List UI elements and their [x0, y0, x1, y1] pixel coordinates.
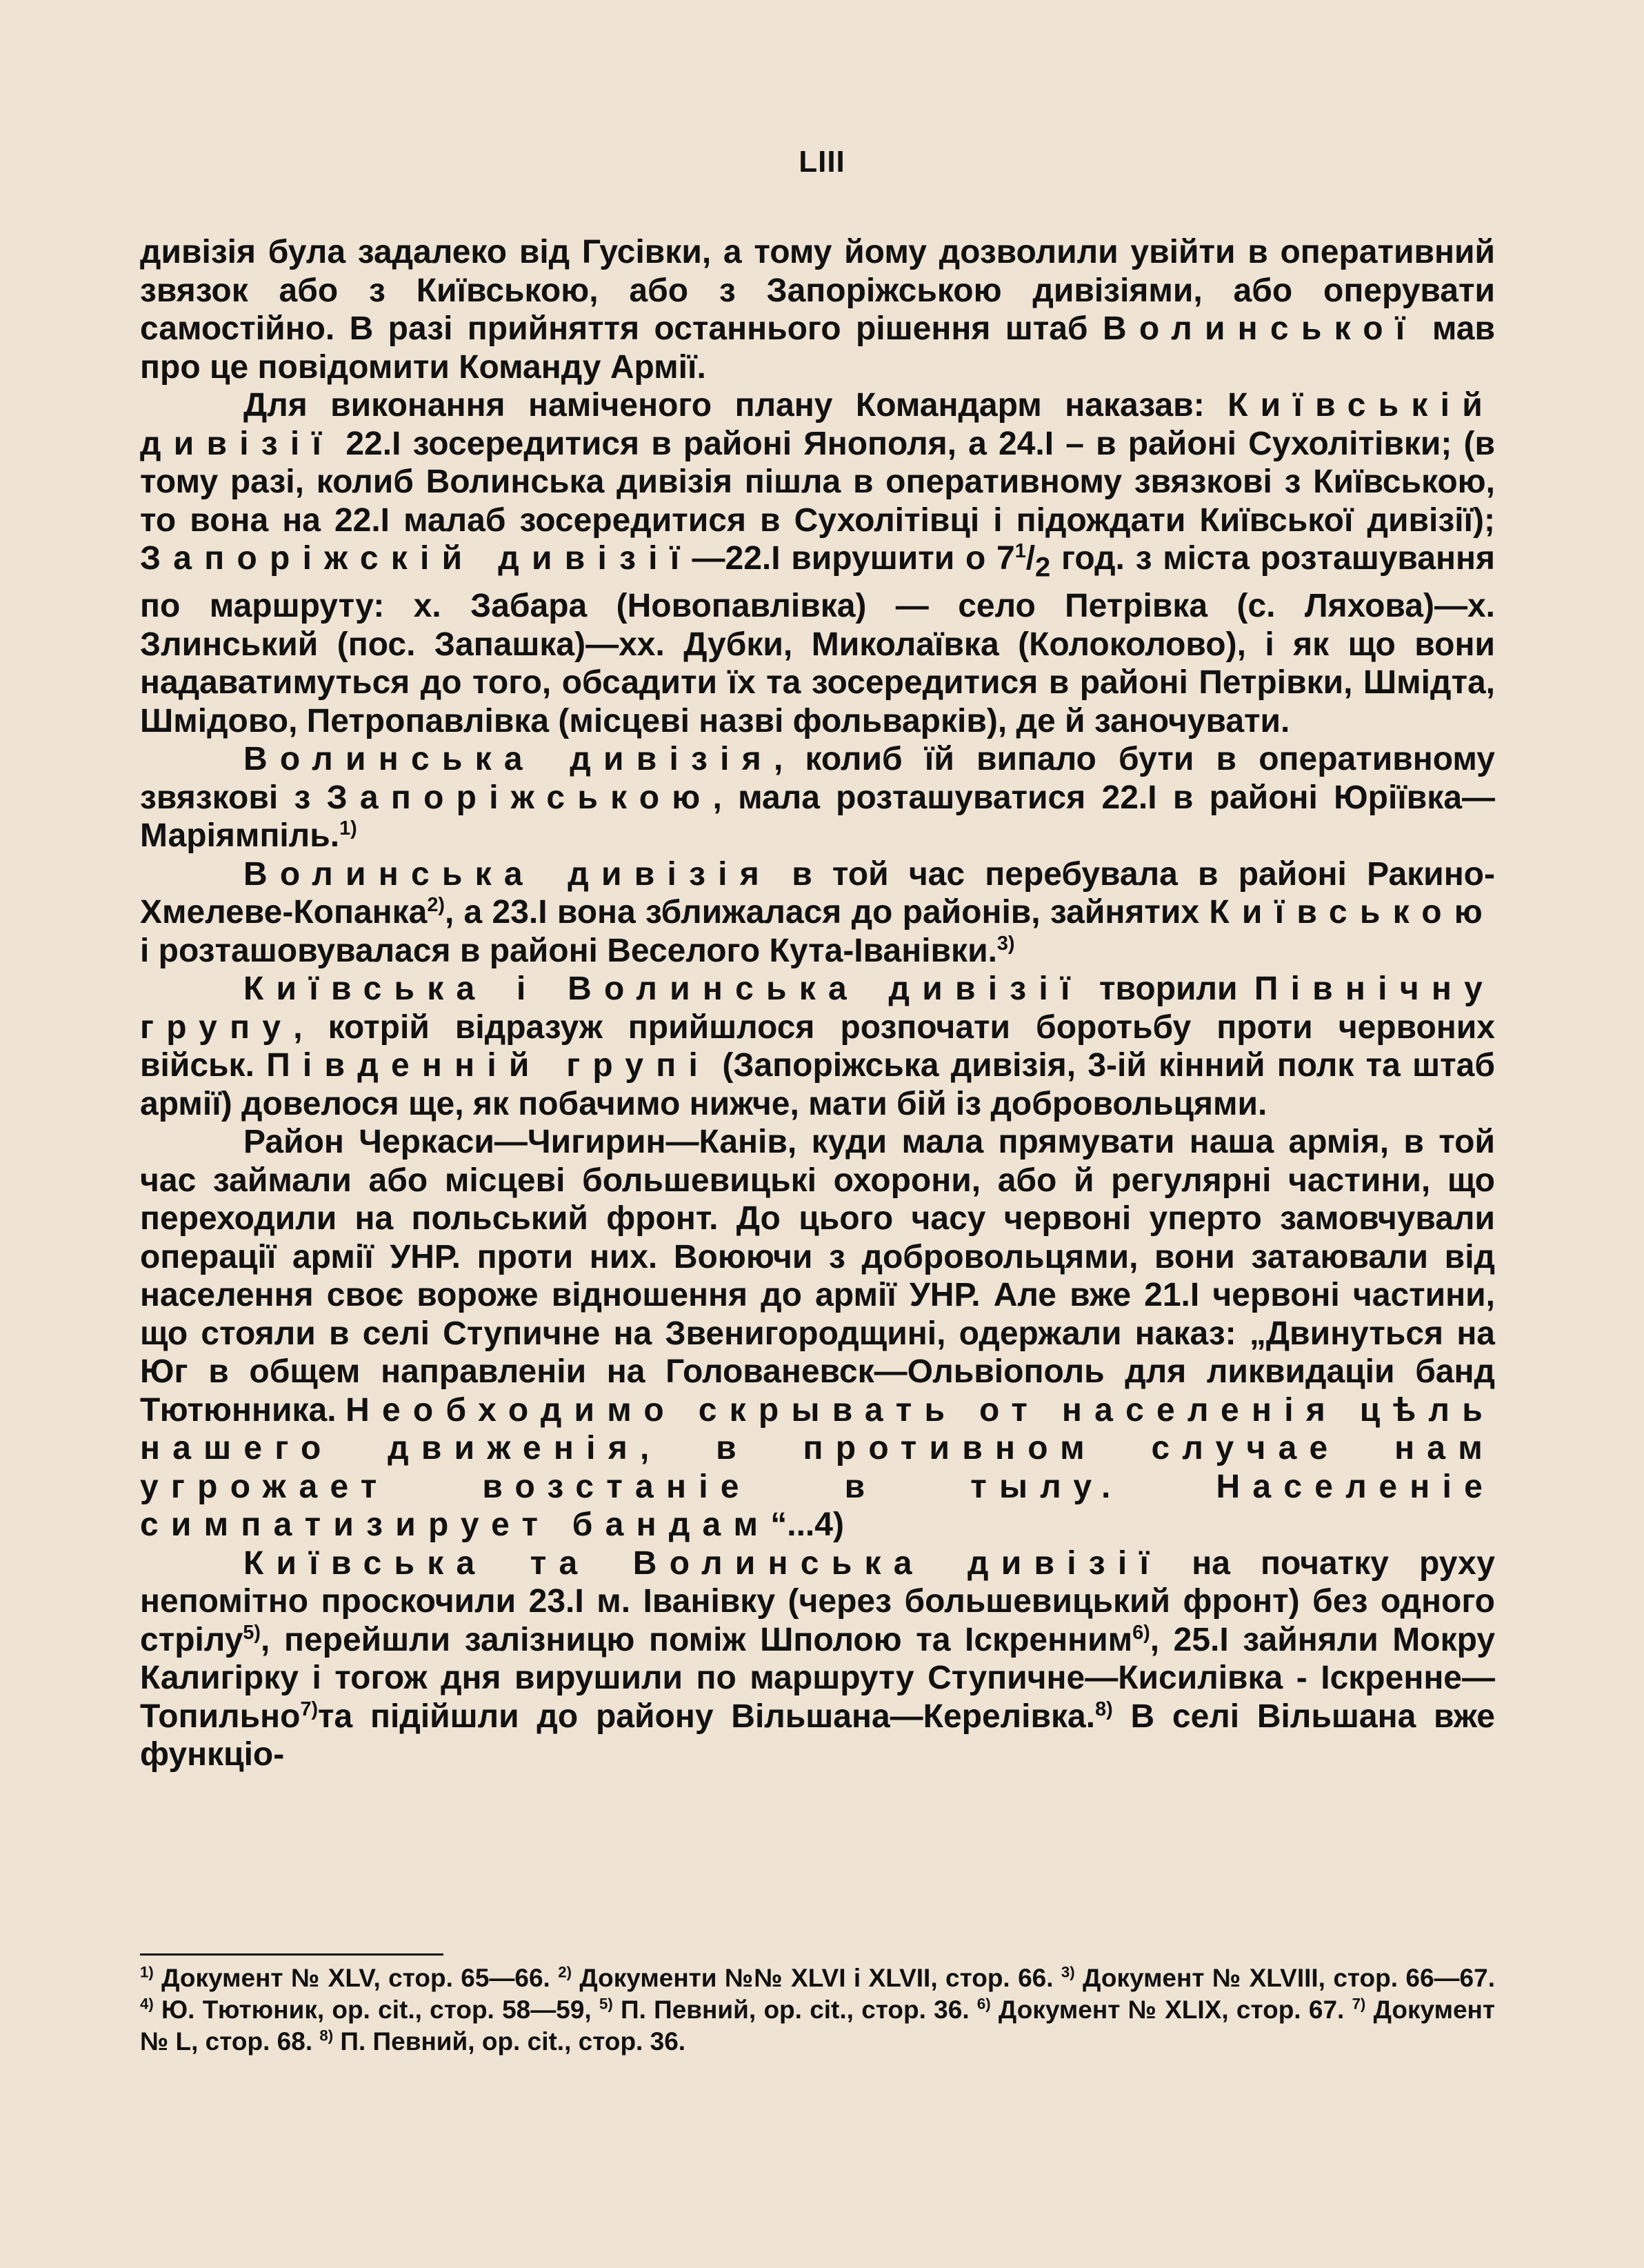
- footnote: [319, 2027, 685, 2056]
- text-run: В селі Вільшана вже функціо-: [140, 1698, 1495, 1773]
- text-run: на початку руху непомітно проскочили 23.I м. Іванівку (через большевицький фронт) без одного стрілу: [140, 1544, 1495, 1658]
- paragraph: [140, 1544, 1495, 1774]
- text-run: , котрій відразуж прийшлося розпочати боротьбу проти червоних військ.: [140, 1008, 1495, 1084]
- footnote-ref: 1): [339, 817, 357, 840]
- footnote-divider: [140, 1953, 443, 1956]
- spaced-emphasis: Волинська дивізія: [243, 855, 772, 893]
- text-run: , 25.I зайняли Мокру Калигірку і тогож дня вирушили по маршруту Ступичне—Кисилівка - Іскренне—Топильно: [140, 1621, 1496, 1735]
- footnote-text: Документ № XLVIII, стор. 66—67.: [1074, 1964, 1495, 1992]
- footnote-ref: 5): [243, 1621, 261, 1644]
- spaced-emphasis: Північну групу: [140, 971, 1496, 1046]
- footnote-number: 3): [1061, 1963, 1075, 1981]
- page-number: LIII: [799, 145, 845, 179]
- footnote-text: П. Певний, op. cit., стор. 36.: [612, 1996, 970, 2024]
- footnote: [977, 1996, 1344, 2024]
- footnote-text: П. Певний, op. cit., стор. 36.: [333, 2027, 686, 2056]
- footnote-text: Документ № XLV, стор. 65—66.: [153, 1964, 550, 1992]
- text-run: Для виконання наміченого плану Командарм наказав:: [243, 387, 1228, 424]
- paragraph: [140, 386, 1495, 740]
- spaced-emphasis: Київській дивізії: [140, 387, 1495, 462]
- text-run: і розташовувалася в районі Веселого Кута-Іванівки.: [140, 932, 997, 969]
- text-run: год. з міста розташування по маршруту: х. Забара (Новопавлівка) — село Петрівка (с. Ляхова)—х. Злинський (пос. Запашка)—хх. Дубки, Миколаївка (Колоколово), і як що вони надаватимуться до того, обсадити їх та зосередитися в районі Петрівки, Шмідта, Шмідово, Петропавлівка (місцеві назві фольварків), де й заночувати.: [140, 540, 1495, 739]
- paragraph: [140, 1123, 1495, 1544]
- footnote: [140, 1964, 550, 1992]
- spaced-emphasis: Південній групі: [266, 1047, 711, 1084]
- footnote-number: 5): [599, 1995, 613, 2013]
- footnote: [599, 1996, 970, 2024]
- text-run: , перейшли залізницю поміж Шполою та Іскренним: [261, 1621, 1133, 1658]
- footnote: [558, 1964, 1053, 1992]
- footnotes: [140, 1962, 1495, 2058]
- text-run: , колиб їй випало бути в оперативному звязкові з: [140, 741, 1495, 816]
- text-run: 22.I зосередитися в районі Янополя, а 24.I – в районі Сухолітівки; (в тому разі, колиб Волинська дивізія пішла в оперативному звязкові з Київською, то вона на 22.I малаб зосередитися в Сухолітівці і підождати Київської дивізії);: [140, 425, 1495, 539]
- footnote-number: 8): [319, 2027, 334, 2045]
- main-text: [140, 233, 1495, 1774]
- footnote-number: 6): [976, 1995, 991, 2013]
- footnote-text: Документ № L, стор. 68.: [140, 1996, 1496, 2056]
- text-run: Район Черкаси—Чигирин—Канів, куди мала прямувати наша армія, в той час займали або місцеві большевицькі охорони, або й регулярні частини, що переходили на польський фронт. До цього часу червоні уперто замовчували операції армії УНР. проти них. Воюючи з добровольцями, вони затаювали від населення своє вороже відношення до армії УНР. Але вже 21.I червоні частини, що стояли в селі Ступичне на Звенигородщині, одержали наказ: „Двинуться на Юг в общем направленіи на Голованевск—Ольвіополь для ликвидаціи банд Тютюнника.: [140, 1124, 1495, 1429]
- text-run: —22.I вирушити о 7: [692, 540, 1015, 577]
- text-run: , а 23.I вона зближалася до районів, зайнятих: [444, 894, 1210, 931]
- footnote-number: 7): [1352, 1995, 1366, 2013]
- spaced-emphasis: Запоріжською: [326, 779, 713, 816]
- footnote-text: Документи №№ XLVI і XLVII, стор. 66.: [571, 1964, 1054, 1992]
- footnote-ref: 6): [1132, 1621, 1150, 1644]
- footnote-ref: 1: [1014, 540, 1026, 562]
- spaced-emphasis: Волинської: [1102, 310, 1418, 347]
- text-run: /: [1025, 540, 1036, 577]
- spaced-emphasis: Необходимо скрывать от населенія цѣль нашего движенія, в противном случае нам угрожает возстаніе в тылу. Населеніе симпатизирует бандам: [140, 1391, 1495, 1544]
- text-run: в той час перебувала в районі Ракино-Хмелеве-Копанка: [140, 855, 1495, 931]
- paragraph: [140, 740, 1495, 855]
- spaced-emphasis: Запоріжскій дивізії: [140, 540, 692, 577]
- text-run: та підійшли до району Вільшана—Керелівка.: [318, 1698, 1096, 1735]
- footnote-number: 4): [140, 1995, 154, 2013]
- text-run: (Запоріжська дивізія, 3-ій кінний полк та штаб армії) довелося ще, як побачимо нижче, мати бій із добровольцями.: [140, 1047, 1495, 1122]
- footnote-ref: 8): [1095, 1698, 1113, 1720]
- spaced-emphasis: Київська та Волинська дивізії: [243, 1544, 1162, 1582]
- footnote-text: Ю. Тютюник, op. cit., стор. 58—59,: [153, 1996, 592, 2024]
- text-run: дивізія була задалеко від Гусівки, а тому йому дозволили увійти в оперативний звязок або з Київською, або з Запоріжською дивізіями, або оперувати самостійно. В разі прийняття останнього рішення штаб: [140, 234, 1495, 347]
- text-run: творили: [1082, 971, 1254, 1008]
- text-run: 2: [1035, 552, 1051, 583]
- footnote-number: 1): [140, 1963, 154, 1981]
- footnote-text: Документ № XLIX, стор. 67.: [990, 1996, 1345, 2024]
- spaced-emphasis: Київською: [1209, 894, 1495, 931]
- paragraph: [140, 855, 1495, 971]
- footnote-ref: 7): [300, 1698, 319, 1720]
- footnote: [1061, 1964, 1495, 1992]
- footnote: [140, 1996, 592, 2024]
- text-run: мав про це повідомити Команду Армії.: [140, 310, 1495, 386]
- spaced-emphasis: Київська і Волинська дивізії: [243, 971, 1083, 1008]
- paragraph: [140, 233, 1495, 386]
- text-run: , мала розташуватися 22.I в районі Юріївка—Маріямпіль.: [140, 779, 1496, 855]
- paragraph: [140, 970, 1495, 1123]
- footnote-ref: 3): [996, 932, 1015, 955]
- footnote-ref: 2): [427, 894, 445, 917]
- text-run: “...4): [770, 1506, 844, 1544]
- spaced-emphasis: Волинська дивізія: [243, 741, 774, 778]
- footnote-number: 2): [558, 1963, 572, 1981]
